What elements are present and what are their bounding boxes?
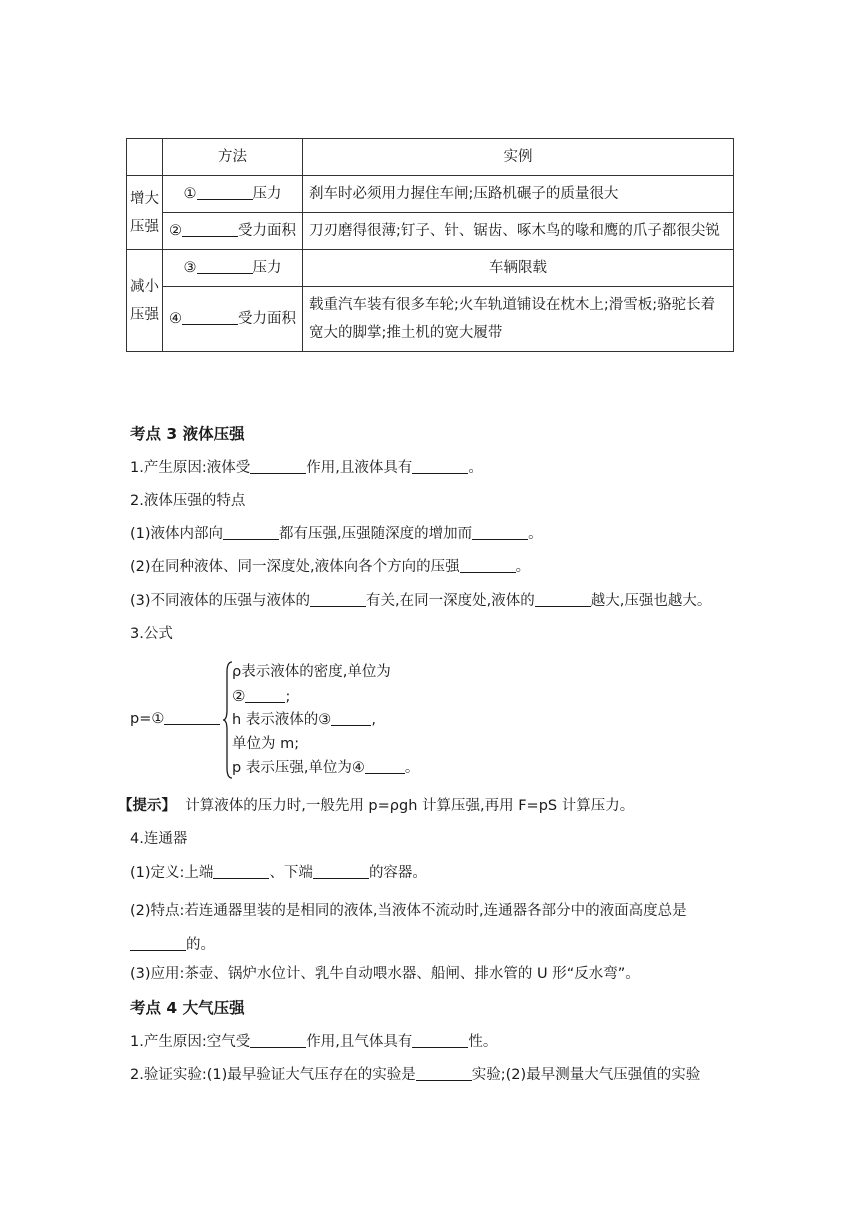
text: (1)定义:上端 — [130, 865, 214, 881]
answer-blank — [164, 708, 220, 725]
text: 的容器。 — [368, 865, 427, 881]
method-cell — [163, 213, 303, 250]
text: 都有压强,压强随深度的增加而 — [279, 526, 473, 542]
method-cell — [163, 287, 303, 352]
answer-blank — [250, 1031, 306, 1048]
text: 实验;(2)最早测量大气压强值的实验 — [471, 1067, 701, 1083]
answer-blank — [213, 862, 269, 879]
table-header-method: 方法 — [163, 139, 303, 176]
group-label-increase: 增大压强 — [127, 176, 163, 250]
text: 作用,且液体具有 — [306, 460, 413, 476]
s3-item4-3: (3)应用:茶壶、锅炉水位计、乳牛自动喂水器、船闸、排水管的 U 形“反水弯”。 — [130, 966, 640, 982]
method-cell — [163, 176, 303, 213]
s3-item3-title: 3.公式 — [130, 626, 173, 642]
s3-item2-3 — [130, 589, 711, 610]
answer-blank — [472, 523, 528, 540]
s3-tip — [118, 794, 634, 815]
formula-line — [232, 684, 419, 708]
formula-line: ρ表示液体的密度,单位为 — [232, 664, 391, 680]
text: p=① — [130, 711, 165, 727]
method-prefix: ② — [169, 223, 182, 239]
text: 性。 — [468, 1034, 498, 1050]
s3-item4-title: 4.连通器 — [130, 831, 188, 847]
tip-label: 【提示】 — [118, 798, 176, 814]
group-label-decrease: 减小压强 — [127, 250, 163, 352]
table-row — [127, 250, 734, 287]
table-row — [127, 176, 734, 213]
tip-text: 计算液体的压力时,一般先用 p=ρgh 计算压强,再用 F=pS 计算压力。 — [185, 798, 635, 814]
s3-item1 — [130, 456, 483, 477]
answer-blank — [416, 1064, 472, 1081]
text: 。 — [468, 460, 483, 476]
answer-blank — [412, 457, 468, 474]
answer-blank — [182, 308, 238, 325]
s3-item4-2 — [130, 894, 734, 962]
text: 1.产生原因:液体受 — [130, 460, 251, 476]
text: h 表示液体的③ — [232, 712, 332, 728]
answer-blank — [197, 257, 253, 274]
text: , — [371, 712, 376, 728]
method-prefix: ① — [183, 186, 197, 202]
table-header-row — [127, 139, 734, 176]
answer-blank — [182, 220, 238, 237]
text: (2)特点:若连通器里装的是相同的液体,当液体不流动时,连通器各部分中的液面高度总是 — [130, 903, 687, 919]
table-row — [127, 213, 734, 250]
section4-title: 考点 4 大气压强 — [130, 999, 245, 1017]
example-cell: 刹车时必须用力握住车闸;压路机碾子的质量很大 — [303, 176, 734, 213]
answer-blank — [460, 556, 516, 573]
answer-blank — [412, 1031, 468, 1048]
answer-blank — [130, 934, 186, 951]
method-cell — [163, 250, 303, 287]
text: 有关,在同一深度处,液体的 — [366, 593, 535, 609]
answer-blank — [250, 457, 306, 474]
formula-line: 单位为 m; — [232, 736, 300, 752]
formula-legend — [232, 660, 419, 780]
method-suffix: 压力 — [252, 186, 282, 202]
example-cell: 车辆限载 — [303, 250, 734, 287]
s3-item4-1 — [130, 861, 427, 882]
answer-blank — [313, 862, 369, 879]
formula-line — [232, 756, 419, 780]
table-row — [127, 287, 734, 352]
answer-blank — [197, 183, 253, 200]
answer-blank — [223, 523, 279, 540]
answer-blank — [245, 686, 285, 703]
text: 的。 — [186, 937, 215, 953]
pressure-methods-table — [126, 138, 734, 352]
s3-item2-1 — [130, 522, 543, 543]
s4-item1 — [130, 1030, 497, 1051]
method-suffix: 受力面积 — [238, 311, 296, 327]
text: (2)在同种液体、同一深度处,液体向各个方向的压强 — [130, 559, 460, 575]
table-header-example: 实例 — [303, 139, 734, 176]
table-header-blank — [127, 139, 163, 176]
example-cell: 刀刃磨得很薄;钉子、针、锯齿、啄木鸟的喙和鹰的爪子都很尖锐 — [303, 213, 734, 250]
text: 2.验证实验:(1)最早验证大气压存在的实验是 — [130, 1067, 416, 1083]
s3-item2-title: 2.液体压强的特点 — [130, 493, 246, 509]
section3-title: 考点 3 液体压强 — [130, 425, 245, 443]
text: (1)液体内部向 — [130, 526, 224, 542]
method-suffix: 压力 — [252, 260, 282, 276]
s4-item2 — [130, 1063, 700, 1084]
method-prefix: ④ — [169, 311, 182, 327]
text: 1.产生原因:空气受 — [130, 1034, 251, 1050]
answer-blank — [535, 590, 591, 607]
text: 、下端 — [269, 865, 313, 881]
text: 越大,压强也越大。 — [590, 593, 712, 609]
answer-blank — [310, 590, 366, 607]
text: 。 — [528, 526, 543, 542]
text: 。 — [515, 559, 531, 575]
method-prefix: ③ — [183, 260, 197, 276]
example-cell: 载重汽车装有很多车轮;火车轨道铺设在枕木上;滑雪板;骆驼长着宽大的脚掌;推土机的宽大履带 — [303, 287, 734, 352]
text: 。 — [404, 760, 420, 776]
text: 作用,且气体具有 — [306, 1034, 413, 1050]
answer-blank — [365, 757, 405, 774]
formula-lhs — [130, 708, 220, 727]
text: ; — [285, 689, 291, 705]
text: (3)不同液体的压强与液体的 — [130, 593, 311, 609]
text: ② — [232, 687, 246, 705]
formula-line — [232, 708, 419, 732]
text: p 表示压强,单位为④ — [232, 760, 365, 776]
liquid-pressure-formula — [130, 660, 550, 780]
s3-item2-2 — [130, 555, 530, 576]
answer-blank — [331, 709, 371, 726]
method-suffix: 受力面积 — [238, 223, 296, 239]
